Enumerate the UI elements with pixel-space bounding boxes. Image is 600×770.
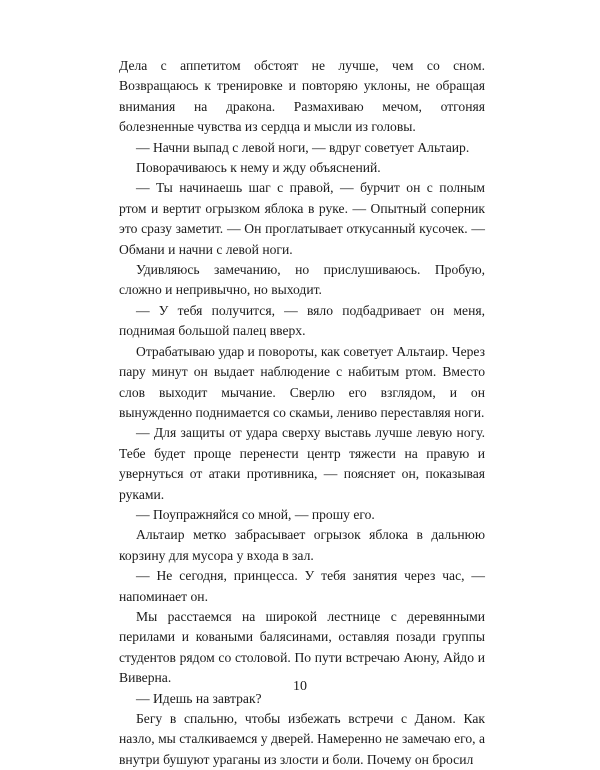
- body-text: [119, 56, 485, 770]
- paragraph: Бегу в спальню, чтобы избежать встречи с Даном. Как назло, мы сталкиваемся у дверей. Намеренно не замечаю его, а внутри бушуют ураганы из злости и боли. Почему он бросил: [119, 711, 485, 767]
- paragraph: — У тебя получится, — вяло подбадривает он меня, поднимая большой палец вверх.: [119, 302, 485, 339]
- paragraph: Поворачиваюсь к нему и жду объяснений.: [136, 160, 381, 176]
- paragraph: Удивляюсь замечанию, но прислушиваюсь. Пробую, сложно и непривычно, но выходит.: [119, 262, 485, 298]
- paragraph: Отрабатываю удар и повороты, как советует Альтаир. Через пару минут он выдает наблюдение с набитым ртом. Вместо слов выходит мычание. Сверлю его взглядом, и он вынужденно поднимается со скамьи, лениво переставляя ноги.: [119, 343, 485, 420]
- paragraph: — Не сегодня, принцесса. У тебя занятия через час, — напоминает он.: [119, 568, 485, 604]
- paragraph: — Поупражняйся со мной, — прошу его.: [136, 506, 375, 522]
- paragraph: — Ты начинаешь шаг с правой, — бурчит он с полным ртом и вертит огрызком яблока в руке. — Опытный соперник это сразу заметит. — Он проглатывает откусанный кусочек. — Обмани и начни с левой ноги.: [119, 180, 485, 257]
- paragraph: Мы расстаемся на широкой лестнице с деревянными перилами и коваными балясинами, оставляя позади группы студентов рядом со столовой. По пути встречаю Аюну, Айдо и Виверна.: [119, 608, 485, 686]
- paragraph: — Начни выпад с левой ноги, — вдруг советует Альтаир.: [136, 139, 470, 155]
- page-number: 10: [293, 679, 307, 694]
- paragraph: Альтаир метко забрасывает огрызок яблока в дальнюю корзину для мусора у входа в зал.: [119, 527, 485, 563]
- paragraph: Дела с аппетитом обстоят не лучше, чем со сном. Возвращаюсь к тренировке и повторяю уклоны, не обращая внимания на дракона. Размахиваю мечом, отгоняя болезненные чувства из сердца и мысли из головы.: [119, 58, 485, 135]
- paragraph: — Для защиты от удара сверху выставь лучше левую ногу. Тебе будет проще перенести центр тяжести на правую и увернуться от атаки противника, — поясняет он, показывая руками.: [119, 425, 485, 502]
- paragraph: — Идешь на завтрак?: [136, 690, 262, 706]
